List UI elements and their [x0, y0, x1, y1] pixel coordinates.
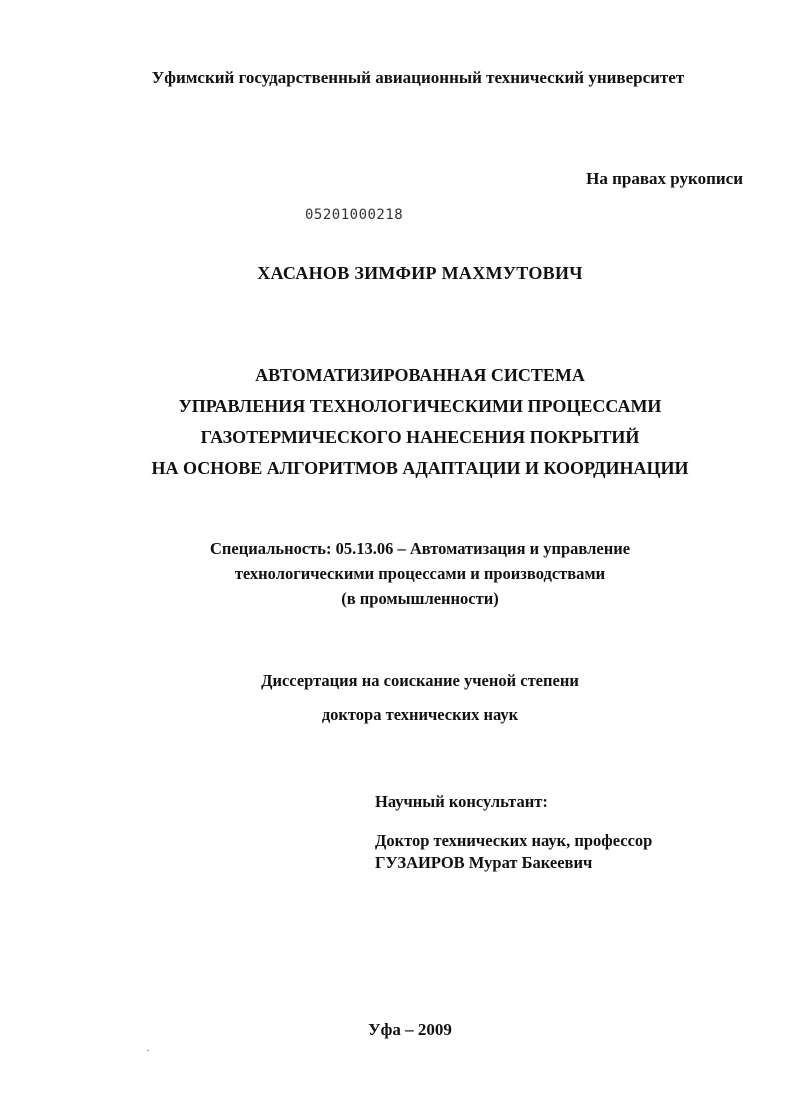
manuscript-rights-note: На правах рукописи [586, 169, 743, 188]
consultant-name: ГУЗАИРОВ Мурат Бакеевич [375, 853, 593, 872]
title-line: УПРАВЛЕНИЯ ТЕХНОЛОГИЧЕСКИМИ ПРОЦЕССАМИ [178, 396, 662, 416]
title-line: ГАЗОТЕРМИЧЕСКОГО НАНЕСЕНИЯ ПОКРЫТИЙ [200, 427, 640, 447]
degree-line: Диссертация на соискание ученой степени [261, 671, 579, 690]
consultant-title: Доктор технических наук, профессор [375, 831, 653, 850]
specialty-line: Специальность: 05.13.06 – Автоматизация и управление [209, 539, 631, 558]
specialty-block [120, 536, 720, 611]
title-line: НА ОСНОВЕ АЛГОРИТМОВ АДАПТАЦИИ И КООРДИНАЦИИ [151, 458, 689, 478]
title-line: АВТОМАТИЗИРОВАННАЯ СИСТЕМА [255, 365, 585, 385]
specialty-line: (в промышленности) [341, 589, 499, 608]
university-name: Уфимский государственный авиационный технический университет [151, 68, 685, 87]
author-name: ХАСАНОВ ЗИМФИР МАХМУТОВИЧ [257, 263, 583, 283]
city-year: Уфа – 2009 [368, 1020, 452, 1039]
degree-block [130, 664, 710, 732]
consultant-block [375, 790, 755, 874]
specialty-line: технологическими процессами и производствами [234, 564, 606, 583]
scan-speck [147, 1049, 149, 1051]
degree-line: доктора технических наук [321, 705, 519, 724]
library-stamp-number: 05201000218 [305, 207, 404, 223]
consultant-label: Научный консультант: [375, 792, 548, 811]
dissertation-title [100, 360, 740, 484]
consultant-details [375, 830, 755, 874]
